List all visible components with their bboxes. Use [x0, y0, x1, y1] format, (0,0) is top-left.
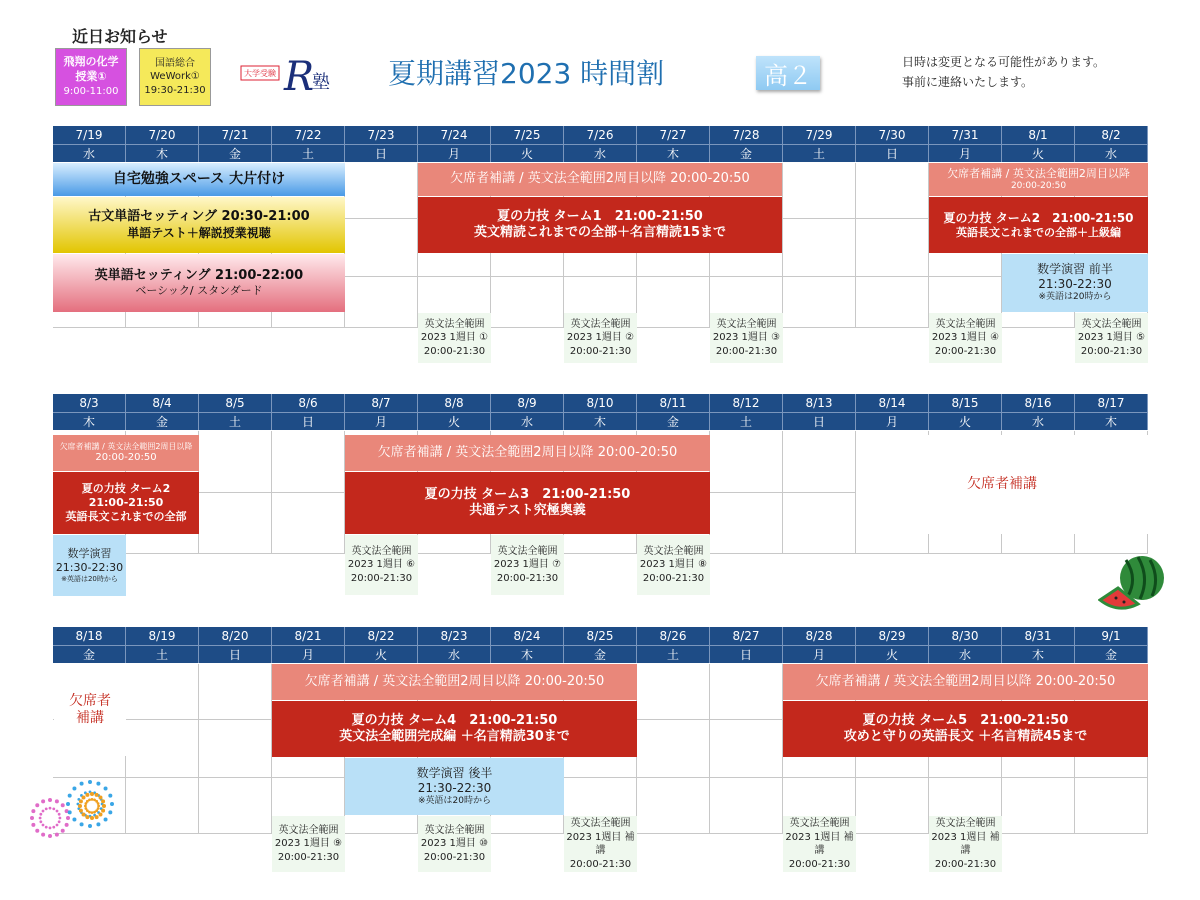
- weekday-header: 木: [491, 645, 564, 663]
- date-header: 8/21: [272, 627, 345, 645]
- quiz-line: 20:00-21:30: [569, 858, 632, 870]
- date-header: 8/4: [126, 394, 199, 412]
- schedule-cell: [783, 163, 856, 219]
- weekday-header: 水: [491, 412, 564, 430]
- date-header: 8/26: [637, 627, 710, 645]
- block-text: 欠席者補講: [967, 475, 1037, 492]
- quiz-line: 英文法全範囲: [935, 818, 996, 829]
- grammar-quiz-block: [418, 313, 491, 363]
- schedule-cell: [710, 664, 783, 720]
- weekday-header: 日: [710, 645, 783, 663]
- block-text: 夏の力技 ターム5 21:00-21:50: [862, 712, 1069, 728]
- schedule-cell: [1002, 778, 1075, 834]
- date-header: 8/9: [491, 394, 564, 412]
- schedule-cell: [126, 664, 199, 720]
- schedule-cell: [856, 277, 929, 328]
- block-text: 21:30-22:30: [55, 561, 124, 575]
- block-text: 単語テスト＋解説授業視聴: [127, 225, 271, 240]
- quiz-line: 2023 1週目 補講: [566, 831, 635, 856]
- quiz-line: 20:00-21:30: [934, 345, 997, 357]
- term5-block: [783, 701, 1148, 757]
- term2-block: [53, 472, 199, 534]
- weekday-header: 土: [783, 144, 856, 162]
- date-header: 9/1: [1075, 627, 1148, 645]
- block-text: 20:00-20:50: [1010, 180, 1067, 191]
- page-title: 夏期講習2023 時間割: [388, 57, 665, 90]
- schedule-cell: [1075, 778, 1148, 834]
- schedule-cell: [126, 720, 199, 778]
- schedule-cell: [856, 778, 929, 834]
- eitango-setting-block: [53, 254, 345, 312]
- quiz-line: 英文法全範囲: [424, 318, 485, 330]
- schedule-cell: [783, 493, 856, 554]
- quiz-line: 2023 1週目 ⑧: [639, 559, 708, 571]
- date-header: 7/21: [199, 126, 272, 144]
- absent-class-area: [54, 664, 126, 756]
- block-text: 欠席者: [69, 692, 111, 709]
- schedule-cell: [199, 431, 272, 493]
- weekday-header: 金: [126, 412, 199, 430]
- quiz-line: 英文法全範囲: [351, 545, 412, 557]
- weekday-header: 木: [53, 412, 126, 430]
- date-header: 8/29: [856, 627, 929, 645]
- weekday-header: 月: [783, 645, 856, 663]
- block-text: 自宅勉強スペース 大片付け: [112, 170, 286, 187]
- term4-block: [272, 701, 637, 757]
- block-text: 英文法全範囲完成編 ＋名言精読30まで: [339, 729, 570, 744]
- grammar-quiz-block: [564, 313, 637, 363]
- date-header: 7/20: [126, 126, 199, 144]
- quiz-line: 20:00-21:30: [642, 572, 705, 584]
- schedule-cell: [345, 277, 418, 328]
- block-text: 欠席者補講 / 英文法全範囲2周目以降: [947, 167, 1130, 180]
- quiz-line: 英文法全範囲: [570, 818, 631, 829]
- weekday-header: 火: [345, 645, 418, 663]
- absent-class-block: [345, 435, 710, 471]
- block-text: 夏の力技 ターム4 21:00-21:50: [351, 712, 558, 728]
- block-text: 21:30-22:30: [417, 780, 492, 795]
- schedule-cell: [783, 219, 856, 277]
- tag-time: 9:00-11:00: [63, 86, 119, 98]
- weekday-header: 水: [1002, 412, 1075, 430]
- quiz-line: 英文法全範囲: [789, 818, 850, 829]
- quiz-line: 2023 1週目 ①: [420, 332, 489, 344]
- date-header: 8/13: [783, 394, 856, 412]
- study-space-block: [53, 163, 345, 196]
- block-text: 攻めと守りの英語長文 ＋名言精読45まで: [843, 729, 1088, 744]
- date-header: 7/30: [856, 126, 929, 144]
- block-text: 英単語セッティング 21:00-22:00: [94, 268, 304, 283]
- block-text: 欠席者補講 / 英文法全範囲2周目以降 20:00-20:50: [815, 673, 1116, 689]
- grammar-quiz-block: [710, 313, 783, 363]
- quiz-line: 2023 1週目 ③: [712, 332, 781, 344]
- notice-tag-japanese: [139, 48, 211, 106]
- date-header: 8/6: [272, 394, 345, 412]
- quiz-line: 2023 1週目 ②: [566, 332, 635, 344]
- math-practice-block: [53, 535, 126, 596]
- quiz-line: 20:00-21:30: [934, 858, 997, 870]
- weekday-header: 水: [564, 144, 637, 162]
- weekday-header: 木: [1002, 645, 1075, 663]
- block-text: 英語長文これまでの全部: [65, 509, 187, 523]
- weekday-header: 火: [929, 412, 1002, 430]
- date-header: 8/20: [199, 627, 272, 645]
- block-note: ※英語は20時から: [418, 795, 491, 806]
- block-text: 英語長文これまでの全部＋上級編: [956, 225, 1121, 239]
- date-header: 8/2: [1075, 126, 1148, 144]
- block-note: ※英語は20時から: [61, 574, 118, 583]
- grammar-quiz-block: [418, 816, 491, 872]
- date-header: 8/23: [418, 627, 491, 645]
- quiz-line: 英文法全範囲: [643, 545, 704, 557]
- absent-class-block: [783, 664, 1148, 700]
- schedule-cell: [637, 720, 710, 778]
- grammar-quiz-block: [929, 816, 1002, 872]
- quiz-line: 2023 1週目 ⑤: [1077, 332, 1146, 344]
- schedule-cell: [710, 493, 783, 554]
- quiz-line: 2023 1週目 補講: [785, 831, 854, 856]
- block-text: 共通テスト究極奥義: [469, 503, 586, 518]
- schedule-cell: [710, 778, 783, 834]
- weekday-header: 水: [418, 645, 491, 663]
- absent-class-block: [418, 163, 782, 196]
- quiz-line: 英文法全範囲: [278, 824, 339, 836]
- tag-line: 飛翔の化学: [63, 55, 119, 69]
- block-text: 数学演習 前半: [1037, 262, 1113, 277]
- schedule-cell: [199, 664, 272, 720]
- date-header: 7/23: [345, 126, 418, 144]
- date-header: 8/8: [418, 394, 491, 412]
- schedule-cell: [199, 778, 272, 834]
- grammar-quiz-block: [929, 313, 1002, 363]
- weekday-header: 木: [637, 144, 710, 162]
- schedule-cell: [856, 219, 929, 277]
- fireworks-icon: [24, 778, 120, 844]
- weekday-header: 土: [710, 412, 783, 430]
- block-text: 夏の力技 ターム2 21:00-21:50: [943, 210, 1134, 225]
- tag-line: 国語総合: [155, 57, 195, 69]
- grammar-quiz-block: [345, 535, 418, 595]
- weekday-header: 水: [929, 645, 1002, 663]
- schedule-cell: [637, 277, 710, 328]
- logo-kanji: 塾: [312, 72, 330, 93]
- weekday-header: 日: [272, 412, 345, 430]
- weekday-header: 火: [491, 144, 564, 162]
- date-header: 8/15: [929, 394, 1002, 412]
- schedule-cell: [491, 277, 564, 328]
- date-header: 8/12: [710, 394, 783, 412]
- term2-block: [929, 197, 1148, 253]
- weekday-header: 日: [783, 412, 856, 430]
- date-header: 7/27: [637, 126, 710, 144]
- schedule-cell: [637, 664, 710, 720]
- schedule-cell: [710, 431, 783, 493]
- grammar-quiz-block: [564, 816, 637, 872]
- date-header: 7/19: [53, 126, 126, 144]
- date-header: 8/25: [564, 627, 637, 645]
- quiz-line: 2023 1週目 ⑨: [274, 838, 343, 850]
- weekday-header: 日: [856, 144, 929, 162]
- weekday-header: 月: [856, 412, 929, 430]
- date-header: 7/25: [491, 126, 564, 144]
- weekday-header: 水: [53, 144, 126, 162]
- quiz-line: 英文法全範囲: [497, 545, 558, 557]
- grammar-quiz-block: [783, 816, 856, 872]
- absent-class-block: [272, 664, 637, 700]
- quiz-line: 英文法全範囲: [716, 318, 777, 330]
- date-header: 8/3: [53, 394, 126, 412]
- notice-text: [902, 52, 1105, 92]
- tag-line: WeWork①: [150, 71, 200, 83]
- schedule-cell: [783, 431, 856, 493]
- date-header: 8/5: [199, 394, 272, 412]
- schedule-cell: [345, 219, 418, 277]
- quiz-line: 英文法全範囲: [424, 824, 485, 836]
- quiz-line: 20:00-21:30: [569, 345, 632, 357]
- date-header: 8/17: [1075, 394, 1148, 412]
- grammar-quiz-block: [637, 535, 710, 595]
- note-line: 日時は変更となる可能性があります。: [902, 55, 1106, 69]
- date-header: 7/31: [929, 126, 1002, 144]
- logo-graphic: [240, 52, 340, 96]
- schedule-cell: [126, 778, 199, 834]
- schedule-cell: [856, 163, 929, 219]
- date-header: 8/30: [929, 627, 1002, 645]
- block-text: ベーシック/ スタンダード: [135, 284, 263, 298]
- note-line: 事前に連絡いたします。: [902, 75, 1034, 89]
- tag-time: 19:30-21:30: [144, 84, 206, 96]
- weekday-header: 金: [199, 144, 272, 162]
- date-header: 8/16: [1002, 394, 1075, 412]
- absent-class-area: [856, 435, 1148, 534]
- weekday-header: 金: [564, 645, 637, 663]
- quiz-line: 20:00-21:30: [277, 851, 340, 863]
- schedule-cell: [783, 277, 856, 328]
- quiz-line: 20:00-21:30: [350, 572, 413, 584]
- tag-line: 授業①: [75, 70, 107, 84]
- block-note: ※英語は20時から: [1038, 292, 1112, 303]
- quiz-line: 2023 1週目 ⑥: [347, 559, 416, 571]
- block-text: 欠席者補講 / 英文法全範囲2周目以降 20:00-20:50: [377, 444, 678, 460]
- date-header: 8/28: [783, 627, 856, 645]
- schedule-cell: [345, 163, 418, 219]
- date-header: 8/10: [564, 394, 637, 412]
- date-header: 7/29: [783, 126, 856, 144]
- term1-block: [418, 197, 782, 253]
- weekday-header: 火: [418, 412, 491, 430]
- quiz-line: 英文法全範囲: [1081, 318, 1142, 330]
- weekday-header: 月: [345, 412, 418, 430]
- watermelon-icon: [1098, 552, 1168, 614]
- schedule-cell: [272, 431, 345, 493]
- weekday-header: 木: [564, 412, 637, 430]
- date-header: 7/26: [564, 126, 637, 144]
- date-header: 8/14: [856, 394, 929, 412]
- block-text: 21:00-21:50: [88, 496, 164, 510]
- weekday-header: 土: [272, 144, 345, 162]
- weekday-header: 日: [199, 645, 272, 663]
- block-text: 数学演習 後半: [416, 765, 493, 780]
- grammar-quiz-block: [491, 535, 564, 595]
- block-text: 古文単語セッティング 20:30-21:00: [88, 209, 310, 225]
- grammar-quiz-block: [1075, 313, 1148, 363]
- grade-badge: 高２: [756, 56, 820, 90]
- kobun-setting-block: [53, 197, 345, 253]
- weekday-header: 金: [53, 645, 126, 663]
- date-header: 8/11: [637, 394, 710, 412]
- logo-badge: 大学受験: [244, 69, 276, 78]
- grammar-quiz-block: [272, 816, 345, 872]
- school-logo: [240, 52, 340, 96]
- math-practice-block: [1002, 254, 1148, 312]
- date-header: 7/28: [710, 126, 783, 144]
- block-text: 夏の力技 ターム2: [81, 482, 171, 496]
- weekday-header: 木: [1075, 412, 1148, 430]
- quiz-line: 2023 1週目 ⑦: [493, 559, 562, 571]
- schedule-cell: [199, 720, 272, 778]
- quiz-line: 20:00-21:30: [1080, 345, 1143, 357]
- weekday-header: 土: [126, 645, 199, 663]
- notice-title: 近日お知らせ: [72, 27, 168, 46]
- schedule-cell: [272, 493, 345, 554]
- date-header: 8/22: [345, 627, 418, 645]
- block-text: 夏の力技 ターム3 21:00-21:50: [424, 486, 631, 502]
- schedule-cell: [637, 778, 710, 834]
- block-text: 欠席者補講 / 英文法全範囲2周目以降 20:00-20:50: [304, 673, 605, 689]
- weekday-header: 月: [418, 144, 491, 162]
- quiz-line: 20:00-21:30: [496, 572, 559, 584]
- quiz-line: 20:00-21:30: [788, 858, 851, 870]
- schedule-cell: [710, 720, 783, 778]
- notice-tag-chemistry: [55, 48, 127, 106]
- quiz-line: 英文法全範囲: [935, 318, 996, 330]
- quiz-line: 20:00-21:30: [423, 345, 486, 357]
- block-text: 欠席者補講 / 英文法全範囲2周目以降: [59, 441, 193, 451]
- block-text: 補講: [76, 710, 104, 726]
- block-text: 20:00-20:50: [95, 451, 157, 463]
- date-header: 7/24: [418, 126, 491, 144]
- weekday-header: 金: [1075, 645, 1148, 663]
- date-header: 8/27: [710, 627, 783, 645]
- block-text: 21:30-22:30: [1038, 277, 1112, 292]
- weekday-header: 金: [710, 144, 783, 162]
- date-header: 8/1: [1002, 126, 1075, 144]
- date-header: 8/24: [491, 627, 564, 645]
- date-header: 8/31: [1002, 627, 1075, 645]
- date-header: 8/19: [126, 627, 199, 645]
- absent-class-block: [929, 163, 1148, 196]
- logo-letter: R: [284, 54, 315, 96]
- quiz-line: 20:00-21:30: [715, 345, 778, 357]
- weekday-header: 金: [637, 412, 710, 430]
- weekday-header: 日: [345, 144, 418, 162]
- quiz-line: 20:00-21:30: [423, 851, 486, 863]
- absent-class-block: [53, 435, 199, 471]
- quiz-line: 2023 1週目 ④: [931, 332, 1000, 344]
- weekday-header: 水: [1075, 144, 1148, 162]
- date-header: 7/22: [272, 126, 345, 144]
- quiz-line: 英文法全範囲: [570, 318, 631, 330]
- date-header: 8/7: [345, 394, 418, 412]
- math-practice-block: [345, 758, 564, 815]
- weekday-header: 火: [856, 645, 929, 663]
- date-header: 8/18: [53, 627, 126, 645]
- block-text: 数学演習: [67, 547, 112, 561]
- weekday-header: 月: [929, 144, 1002, 162]
- quiz-line: 2023 1週目 ⑩: [420, 838, 489, 850]
- weekday-header: 月: [272, 645, 345, 663]
- block-text: 夏の力技 ターム1 21:00-21:50: [497, 208, 703, 224]
- schedule-cell: [199, 493, 272, 554]
- weekday-header: 火: [1002, 144, 1075, 162]
- weekday-header: 土: [199, 412, 272, 430]
- block-text: 欠席者補講 / 英文法全範囲2周目以降 20:00-20:50: [450, 171, 750, 187]
- weekday-header: 木: [126, 144, 199, 162]
- weekday-header: 土: [637, 645, 710, 663]
- quiz-line: 2023 1週目 補講: [931, 831, 1000, 856]
- block-text: 英文精読これまでの全部＋名言精読15まで: [473, 225, 727, 240]
- term3-block: [345, 472, 710, 534]
